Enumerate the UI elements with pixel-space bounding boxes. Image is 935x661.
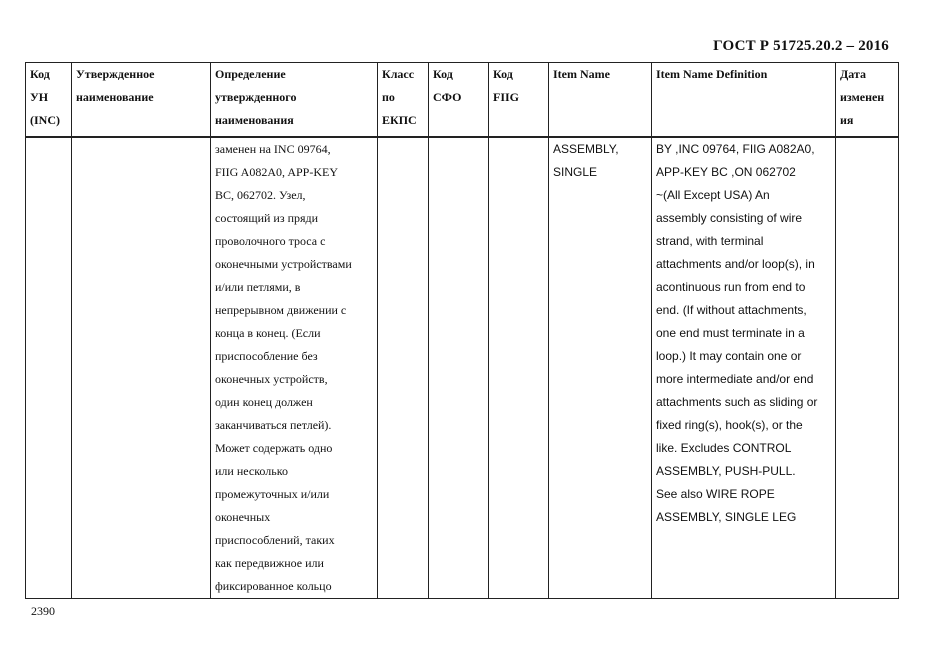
cell-item-definition: BY ,INC 09764, FIIG A082A0, APP-KEY BC ,ON 062702 ~(All Except USA) An assembly consisting of wire strand, with terminal attachments and/or loop(s), in acontinuous run from end to end. (If without attachments, one end must terminate in a loop.) It may contain one or more intermediate and/or end attachments such as sliding or fixed ring(s), hook(s), or the like. Excludes CONTROL ASSEMBLY, PUSH-PULL. See also WIRE ROPE ASSEMBLY, SINGLE LEG xyxy=(652,137,836,599)
col-header-definition: Определение утвержденного наименования xyxy=(211,63,378,137)
cell-ekps-class xyxy=(378,137,429,599)
col-header-item-name: Item Name xyxy=(549,63,652,137)
catalog-table xyxy=(25,62,899,599)
table-row xyxy=(26,137,899,599)
col-header-fiig-code: Код FIIG xyxy=(489,63,549,137)
col-header-approved-name: Утвержденное наименование xyxy=(72,63,211,137)
cell-item-name: ASSEMBLY, SINGLE xyxy=(549,137,652,599)
cell-inc-code xyxy=(26,137,72,599)
table-header-row xyxy=(26,63,899,137)
cell-sfo-code xyxy=(429,137,489,599)
col-header-ekps-class: Класс по ЕКПС xyxy=(378,63,429,137)
cell-fiig-code xyxy=(489,137,549,599)
col-header-item-definition: Item Name Definition xyxy=(652,63,836,137)
col-header-inc: Код УН (INC) xyxy=(26,63,72,137)
cell-definition-ru: заменен на INC 09764, FIIG A082A0, APP-KEY BC, 062702. Узел, состоящий из пряди проволочного троса с оконечными устройствами и/или петлями, в непрерывном движении с конца в конец. (Если приспособление без оконечных устройств, один конец должен заканчиваться петлей). Может содержать одно или несколько промежуточных и/или оконечных приспособлений, таких как передвижное или фиксированное кольцо xyxy=(211,137,378,599)
cell-approved-name xyxy=(72,137,211,599)
page-number: 2390 xyxy=(31,604,55,618)
cell-change-date xyxy=(836,137,899,599)
col-header-change-date: Дата изменен ия xyxy=(836,63,899,137)
col-header-sfo-code: Код СФО xyxy=(429,63,489,137)
standard-id-header: ГОСТ Р 51725.20.2 – 2016 xyxy=(713,38,889,54)
